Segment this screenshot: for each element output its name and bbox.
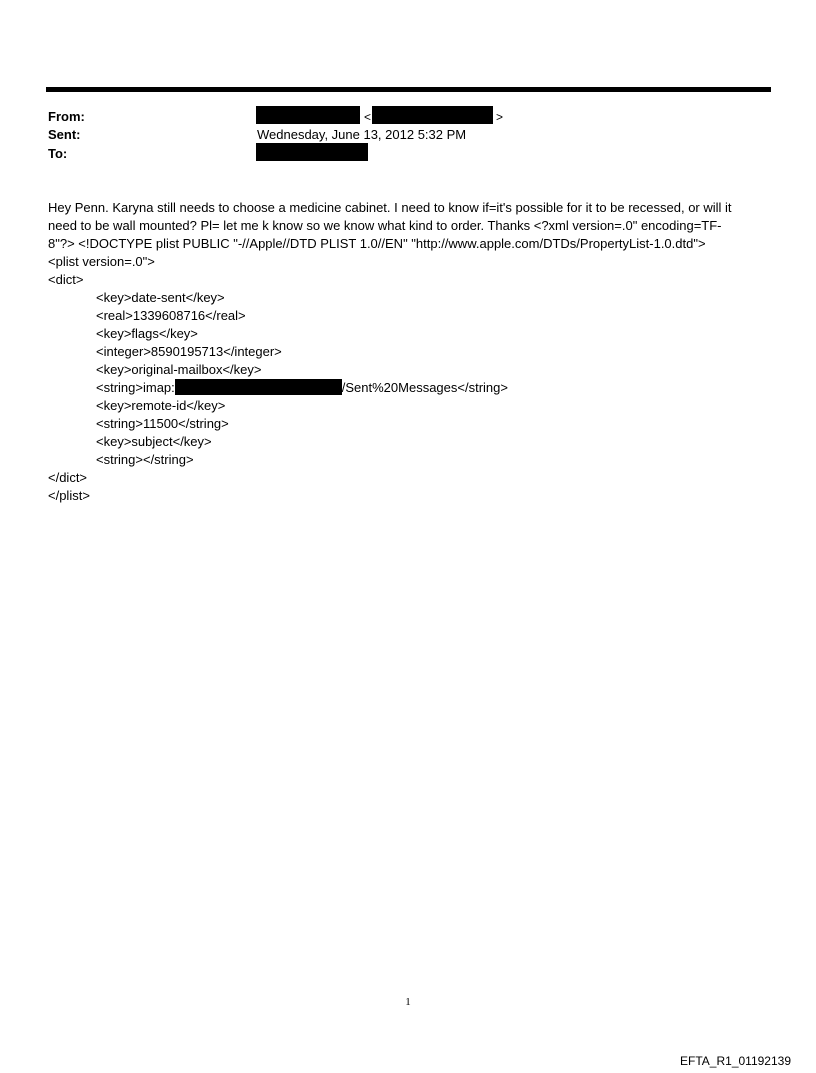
body-line: <real>1339608716</real> [96, 308, 246, 323]
body-line: 8"?> <!DOCTYPE plist PUBLIC "-//Apple//DTD PLIST 1.0//EN" "http://www.apple.com/DTDs/PropertyList-1.0.dtd"> [48, 236, 706, 251]
body-line: </dict> [48, 470, 88, 485]
to-redaction [256, 143, 368, 161]
body-line: <string>11500</string> [96, 416, 229, 431]
body-line: <key>date-sent</key> [96, 290, 225, 305]
body-line: <dict> [48, 272, 84, 287]
imap-suffix: /Sent%20Messages</string> [341, 380, 508, 395]
body-line: <key>remote-id</key> [96, 398, 226, 413]
body-line: Hey Penn. Karyna still needs to choose a medicine cabinet. I need to know if=it's possible for it to be recessed, or will it [48, 200, 732, 215]
header-rule [46, 87, 771, 92]
from-name-redaction [256, 106, 360, 124]
body-line: <integer>8590195713</integer> [96, 344, 282, 359]
from-email-close-bracket: > [496, 110, 504, 124]
from-label: From: [48, 109, 85, 124]
body-line: <string></string> [96, 452, 194, 467]
body-line: <key>flags</key> [96, 326, 198, 341]
bates-number: EFTA_R1_01192139 [680, 1054, 791, 1068]
body-line: <key>original-mailbox</key> [96, 362, 262, 377]
body-line: </plist> [48, 488, 90, 503]
imap-redaction [175, 379, 342, 395]
to-label: To: [48, 146, 68, 161]
from-email-open-bracket: < [364, 110, 372, 124]
body-line-imap [48, 379, 770, 397]
imap-prefix: <string>imap: [96, 380, 175, 395]
page-number: 1 [405, 996, 411, 1008]
body-line: <plist version=.0"> [48, 254, 155, 269]
sent-label: Sent: [48, 127, 81, 142]
from-email-redaction [372, 106, 493, 124]
email-body [48, 199, 770, 505]
sent-date: Wednesday, June 13, 2012 5:32 PM [257, 127, 467, 142]
body-line: <key>subject</key> [96, 434, 212, 449]
body-line: need to be wall mounted? Pl= let me k know so we know what kind to order. Thanks <?xml version=.0" encoding=TF- [48, 218, 722, 233]
